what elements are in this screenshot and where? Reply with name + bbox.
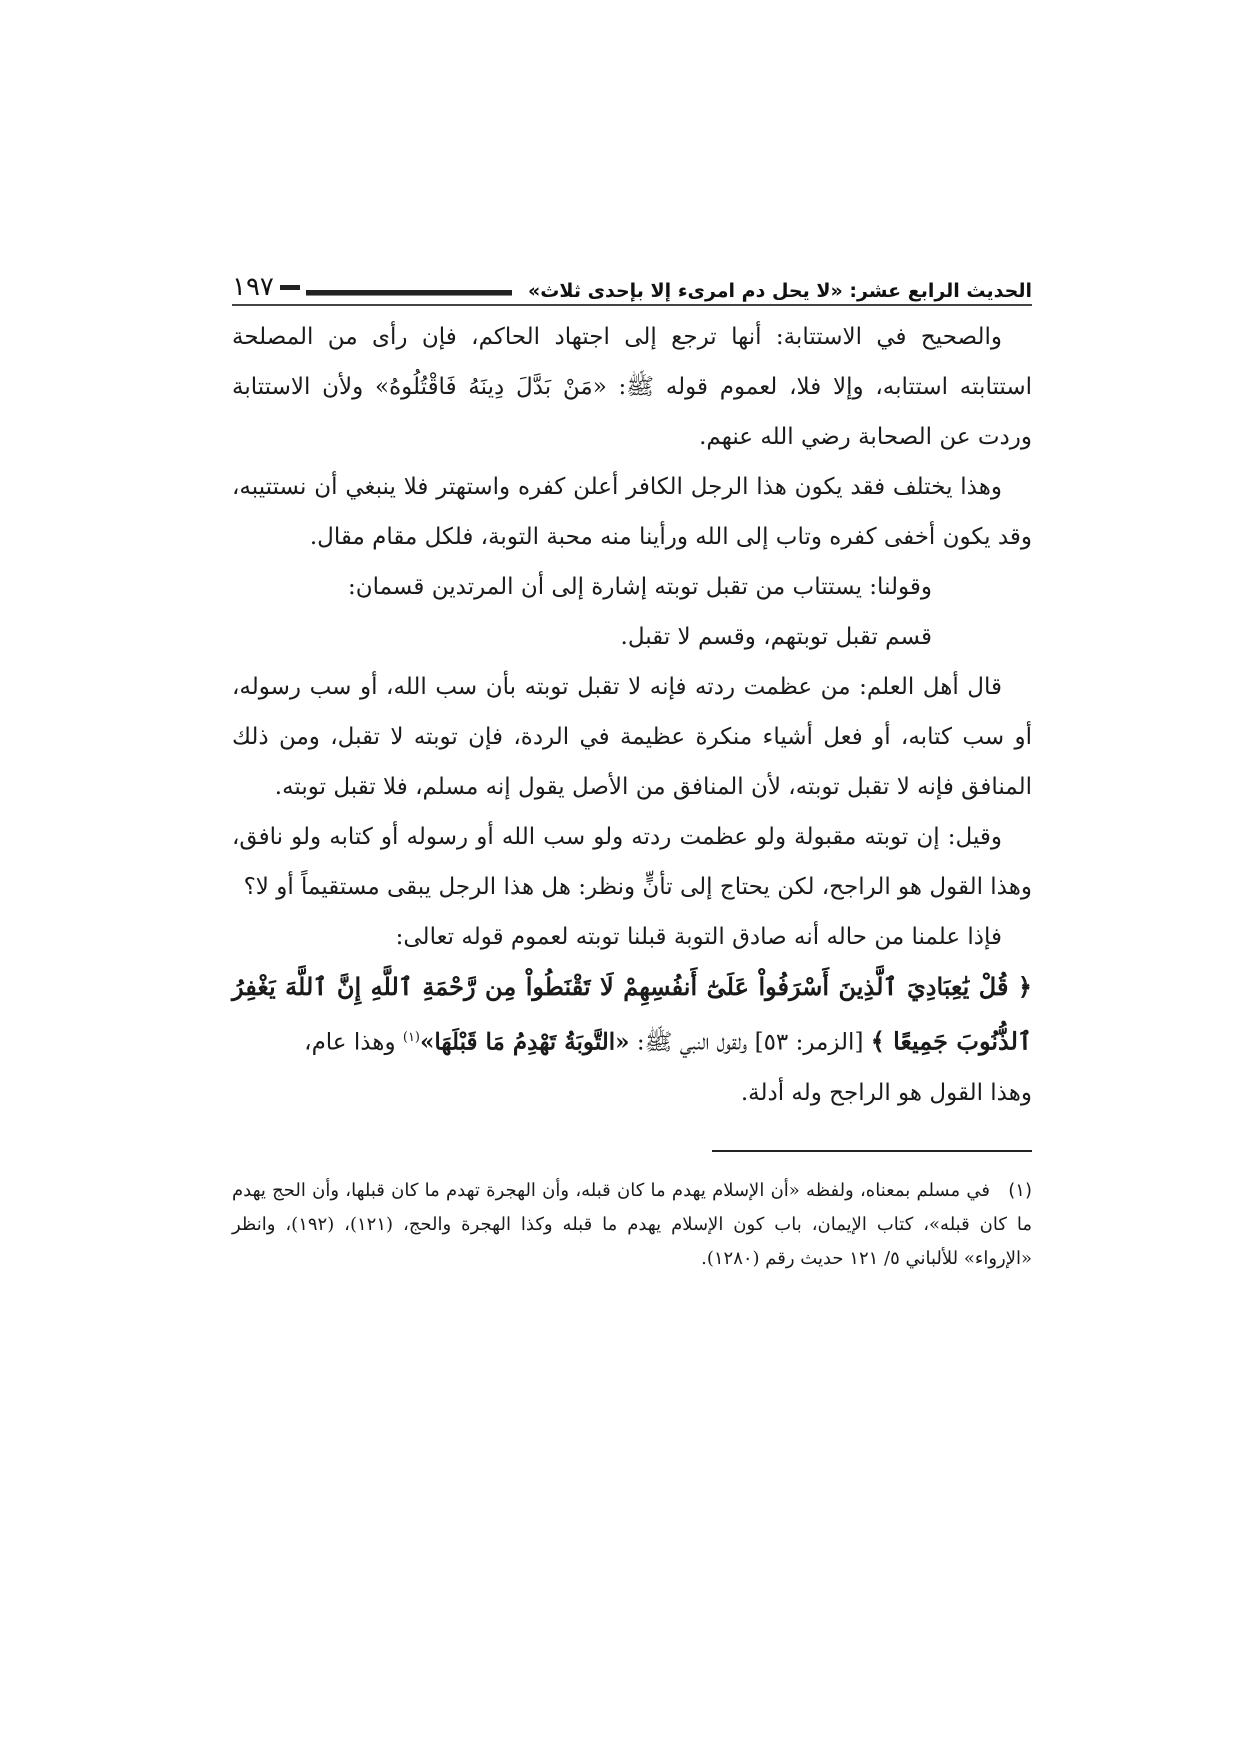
verse-tail: وهذا عام، bbox=[304, 1029, 396, 1056]
book-page bbox=[232, 262, 1032, 1276]
footnote-reference[interactable]: (١) bbox=[402, 1030, 420, 1045]
verse-after: ولقول النبي ﷺ: bbox=[636, 1029, 748, 1056]
chapter-title: الحديث الرابع عشر: «لا يحل دم امرىء إلا بإحدى ثلاث» bbox=[528, 280, 1032, 302]
header-rule bbox=[306, 290, 512, 296]
paragraph: قسم تقبل توبتهم، وقسم لا تقبل. bbox=[620, 624, 932, 650]
verse-reference: [الزمر: ٥٣] bbox=[754, 1029, 864, 1056]
verse-paragraph bbox=[232, 962, 1032, 1068]
footnote-text: في مسلم بمعناه، ولفظه «أن الإسلام يهدم ما كان قبله، وأن الهجرة تهدم ما كان قبلها، وأن الحج يهدم ما كان قبله»، كتاب الإيمان، باب كون الإسلام يهدم ما قبله وكذا الهجرة والحج، (١٢١)، (١٩٢)، وانظر «الإرواء» للألباني ٥/ ١٢١ حديث رقم (١٢٨٠). bbox=[232, 1179, 1032, 1269]
paragraph: وقيل: إن توبته مقبولة ولو عظمت ردته ولو سب الله أو رسوله أو كتابه ولو نافق، وهذا القول هو الراجح، لكن يحتاج إلى تأنٍّ ونظر: هل هذا الرجل يبقى مستقيماً أو لا؟ bbox=[232, 824, 1032, 900]
hadith-quote: «التَّوبَةُ تَهْدِمُ مَا قَبْلَهَا» bbox=[420, 1028, 630, 1056]
header-underline bbox=[232, 304, 1032, 306]
footnote-divider bbox=[712, 1150, 1032, 1152]
footnote bbox=[232, 1174, 1032, 1276]
footnote-marker: (١) bbox=[1008, 1179, 1032, 1201]
paragraph: وهذا يختلف فقد يكون هذا الرجل الكافر أعلن كفره واستهتر فلا ينبغي أن نستتيبه، وقد يكون أخفى كفره وتاب إلى الله ورأينا منه محبة التوبة، فلكل مقام مقال. bbox=[232, 474, 1032, 550]
page-body bbox=[232, 312, 1032, 1118]
paragraph: قال أهل العلم: من عظمت ردته فإنه لا تقبل توبته بأن سب الله، أو سب رسوله، أو سب كتابه، أو فعل أشياء منكرة عظيمة في الردة، فإن توبته لا تقبل، ومن ذلك المنافق فإنه لا تقبل توبته، لأن المنافق من الأصل يقول إنه مسلم، فلا تقبل توبته. bbox=[232, 674, 1032, 800]
paragraph: فإذا علمنا من حاله أنه صادق التوبة قبلنا توبته لعموم قوله تعالى: bbox=[395, 924, 1002, 950]
paragraph: والصحيح في الاستتابة: أنها ترجع إلى اجتهاد الحاكم، فإن رأى من المصلحة استتابته استتابه، وإلا فلا، لعموم قوله ﷺ: «مَنْ بَدَّلَ دِينَهُ فَاقْتُلُوهُ» ولأن الاستتابة وردت عن الصحابة رضي الله عنهم. bbox=[232, 324, 1032, 450]
closing-paragraph: وهذا القول هو الراجح وله أدلة. bbox=[740, 1079, 1032, 1106]
page-header bbox=[232, 262, 1032, 302]
quran-verse: ﴿ قُلْ يَٰعِبَادِيَ ٱلَّذِينَ أَسْرَفُواْ عَلَىٰٓ أَنفُسِهِمْ لَا تَقْنَطُواْ مِن رَّحْمَةِ ٱللَّهِ إِنَّ ٱللَّهَ يَغْفِرُ ٱلذُّنُوبَ جَمِيعًا ﴾ bbox=[232, 972, 1032, 1056]
page-number: ١٩٧ bbox=[232, 272, 300, 302]
paragraph: وقولنا: يستتاب من تقبل توبته إشارة إلى أن المرتدين قسمان: bbox=[347, 574, 932, 600]
